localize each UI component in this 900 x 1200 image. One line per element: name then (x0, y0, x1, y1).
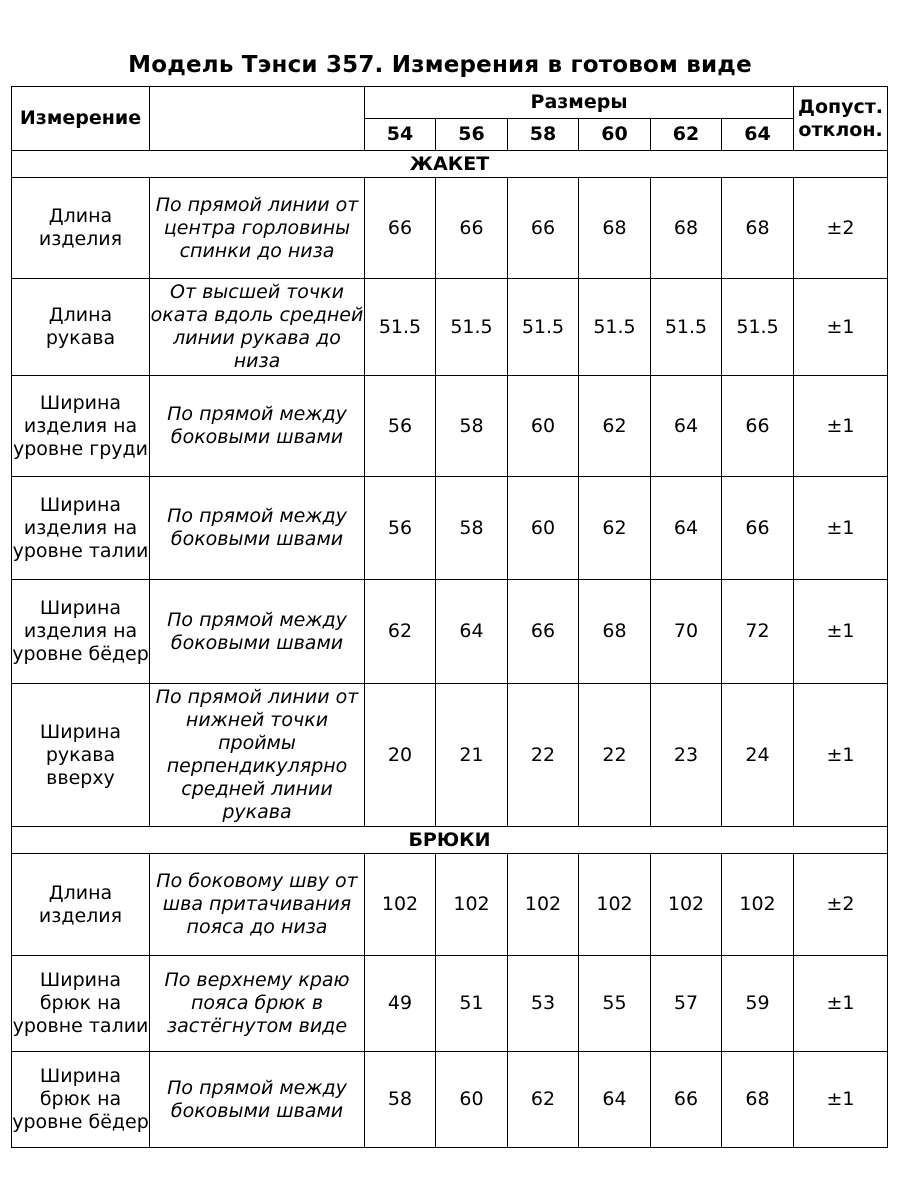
size-value: 102 (722, 854, 794, 956)
tolerance-value: ±1 (794, 376, 888, 477)
size-value: 64 (651, 477, 722, 580)
size-value: 62 (365, 580, 436, 684)
tolerance-value: ±1 (794, 279, 888, 376)
measurement-name: Ширина брюк на уровне бёдер (12, 1052, 150, 1148)
document-title: Модель Тэнси 357. Измерения в готовом виде (128, 52, 752, 78)
tolerance-label-1: Допуст. (798, 95, 884, 118)
size-value: 51 (436, 956, 508, 1052)
header-measure: Измерение (12, 87, 150, 151)
size-value: 23 (651, 684, 722, 827)
measurement-name: Ширина рукава вверху (12, 684, 150, 827)
size-value: 68 (579, 580, 651, 684)
header-row (12, 87, 888, 119)
measurement-method: По прямой линии от нижней точки проймы перпендикулярно средней линии рукава (150, 684, 365, 827)
section-title: ЖАКЕТ (12, 151, 888, 178)
size-value: 60 (508, 477, 579, 580)
measurement-name: Длина рукава (12, 279, 150, 376)
size-header: 58 (508, 119, 579, 151)
size-value: 72 (722, 580, 794, 684)
size-value: 49 (365, 956, 436, 1052)
size-value: 66 (722, 376, 794, 477)
size-value: 102 (365, 854, 436, 956)
size-value: 51.5 (722, 279, 794, 376)
table-row (12, 684, 888, 827)
measurement-method: По прямой между боковыми швами (150, 580, 365, 684)
size-value: 66 (651, 1052, 722, 1148)
measurement-method: По боковому шву от шва притачивания пояса до низа (150, 854, 365, 956)
size-value: 66 (436, 178, 508, 279)
size-header: 64 (722, 119, 794, 151)
measurement-method: От высшей точки оката вдоль средней линии рукава до низа (150, 279, 365, 376)
size-header: 60 (579, 119, 651, 151)
measurement-name: Ширина изделия на уровне груди (12, 376, 150, 477)
size-value: 66 (508, 178, 579, 279)
size-value: 62 (579, 477, 651, 580)
size-value: 66 (508, 580, 579, 684)
header-method (150, 87, 365, 151)
header-sizes: Размеры (365, 87, 794, 119)
size-value: 70 (651, 580, 722, 684)
size-value: 68 (722, 178, 794, 279)
section-title: БРЮКИ (12, 827, 888, 854)
tolerance-value: ±1 (794, 477, 888, 580)
size-value: 102 (651, 854, 722, 956)
measurement-method: По прямой линии от центра горловины спинки до низа (150, 178, 365, 279)
measurement-method: По прямой между боковыми швами (150, 1052, 365, 1148)
size-value: 60 (436, 1052, 508, 1148)
size-value: 51.5 (579, 279, 651, 376)
size-value: 64 (651, 376, 722, 477)
size-value: 64 (579, 1052, 651, 1148)
table-row (12, 477, 888, 580)
tolerance-value: ±1 (794, 1052, 888, 1148)
size-value: 51.5 (508, 279, 579, 376)
size-value: 51.5 (651, 279, 722, 376)
measurement-method: По прямой между боковыми швами (150, 477, 365, 580)
size-value: 58 (436, 477, 508, 580)
tolerance-value: ±2 (794, 854, 888, 956)
size-value: 102 (508, 854, 579, 956)
section-row (12, 827, 888, 854)
size-value: 64 (436, 580, 508, 684)
size-value: 51.5 (365, 279, 436, 376)
measurement-method: По верхнему краю пояса брюк в застёгнутом виде (150, 956, 365, 1052)
measurement-name: Ширина брюк на уровне талии (12, 956, 150, 1052)
size-value: 53 (508, 956, 579, 1052)
measurement-name: Ширина изделия на уровне бёдер (12, 580, 150, 684)
size-header: 56 (436, 119, 508, 151)
size-value: 58 (436, 376, 508, 477)
size-value: 66 (722, 477, 794, 580)
table-body (12, 87, 888, 1148)
table-row (12, 178, 888, 279)
table-row (12, 956, 888, 1052)
size-value: 55 (579, 956, 651, 1052)
size-value: 102 (436, 854, 508, 956)
tolerance-value: ±1 (794, 580, 888, 684)
table-row (12, 580, 888, 684)
size-value: 20 (365, 684, 436, 827)
measurement-method: По прямой между боковыми швами (150, 376, 365, 477)
size-value: 102 (579, 854, 651, 956)
measurement-name: Длина изделия (12, 178, 150, 279)
measurement-name: Ширина изделия на уровне талии (12, 477, 150, 580)
size-value: 68 (651, 178, 722, 279)
table-row (12, 376, 888, 477)
table-row (12, 279, 888, 376)
tolerance-value: ±1 (794, 684, 888, 827)
size-value: 56 (365, 477, 436, 580)
size-value: 68 (722, 1052, 794, 1148)
size-value: 57 (651, 956, 722, 1052)
size-value: 21 (436, 684, 508, 827)
size-header: 62 (651, 119, 722, 151)
size-value: 62 (508, 1052, 579, 1148)
table-row (12, 854, 888, 956)
measurement-name: Длина изделия (12, 854, 150, 956)
measurements-table (11, 86, 888, 1148)
size-value: 59 (722, 956, 794, 1052)
size-value: 56 (365, 376, 436, 477)
table-row (12, 1052, 888, 1148)
tolerance-label-2: отклон. (798, 118, 883, 141)
section-row (12, 151, 888, 178)
size-value: 24 (722, 684, 794, 827)
size-value: 22 (579, 684, 651, 827)
size-header: 54 (365, 119, 436, 151)
size-value: 22 (508, 684, 579, 827)
size-value: 58 (365, 1052, 436, 1148)
size-value: 66 (365, 178, 436, 279)
size-value: 51.5 (436, 279, 508, 376)
size-value: 68 (579, 178, 651, 279)
size-value: 60 (508, 376, 579, 477)
size-value: 62 (579, 376, 651, 477)
tolerance-value: ±1 (794, 956, 888, 1052)
tolerance-value: ±2 (794, 178, 888, 279)
header-tolerance (794, 87, 888, 151)
